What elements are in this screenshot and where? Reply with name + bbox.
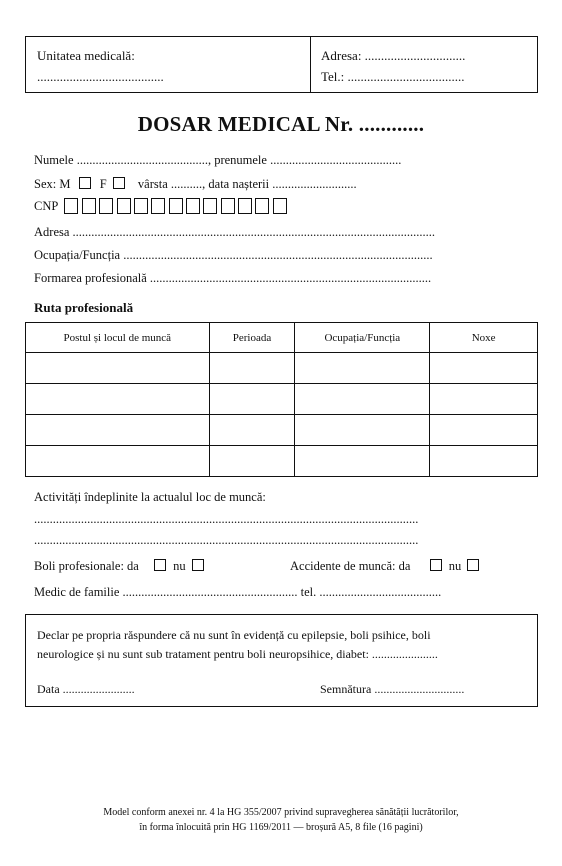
table-row: [26, 415, 538, 446]
diseases-yes-checkbox[interactable]: [154, 559, 166, 571]
route-section-title: Ruta profesională: [34, 300, 134, 315]
table-cell[interactable]: [295, 384, 430, 415]
document-title: DOSAR MEDICAL Nr. ............: [137, 112, 425, 136]
sex-f-label: F: [99, 177, 107, 191]
table-cell[interactable]: [430, 384, 538, 415]
work-accidents-row: [290, 559, 479, 574]
diseases-no-checkbox[interactable]: [192, 559, 204, 571]
cnp-digit-box[interactable]: [99, 198, 113, 214]
cnp-digit-box[interactable]: [255, 198, 269, 214]
declaration-text-1: Declar pe propria răspundere că nu sunt în evidență cu epilepsie, boli psihice, boli: [37, 628, 431, 642]
medical-unit-label: Unitatea medicală:: [37, 48, 135, 63]
table-cell[interactable]: [26, 384, 210, 415]
declaration-date-field[interactable]: Data ........................: [37, 682, 135, 696]
table-cell[interactable]: [430, 446, 538, 477]
table-row: [26, 446, 538, 477]
table-cell[interactable]: [295, 415, 430, 446]
cnp-digit-box[interactable]: [238, 198, 252, 214]
table-cell[interactable]: [26, 415, 210, 446]
col-header-period: Perioada: [209, 323, 295, 353]
table-cell[interactable]: [295, 353, 430, 384]
cnp-label: CNP: [34, 199, 59, 213]
declaration-signature-field[interactable]: Semnătura ..............................: [320, 682, 465, 696]
sex-row: [34, 177, 357, 192]
table-cell[interactable]: [295, 446, 430, 477]
medical-unit-field[interactable]: .......................................: [37, 69, 164, 84]
training-field[interactable]: Formarea profesională ..........................................................................................: [34, 271, 432, 285]
sex-f-checkbox[interactable]: [113, 177, 125, 189]
address-field[interactable]: Adresa ....................................................................................................................: [34, 225, 436, 239]
table-cell[interactable]: [26, 353, 210, 384]
unit-address-field[interactable]: Adresa: ...............................: [321, 48, 466, 63]
table-cell[interactable]: [430, 353, 538, 384]
col-header-hazards: Noxe: [430, 323, 538, 353]
cnp-digit-box[interactable]: [134, 198, 148, 214]
cnp-digit-box[interactable]: [82, 198, 96, 214]
table-cell[interactable]: [209, 415, 295, 446]
cnp-digit-box[interactable]: [203, 198, 217, 214]
sex-label: Sex: M: [34, 177, 71, 191]
name-field[interactable]: Numele .........................................., prenumele ..........................................: [34, 153, 402, 167]
cnp-digit-box[interactable]: [221, 198, 235, 214]
family-doctor-field[interactable]: Medic de familie ........................................................ tel. .......................................: [34, 585, 442, 599]
table-cell[interactable]: [209, 384, 295, 415]
table-row: [26, 353, 538, 384]
header-divider: [310, 36, 311, 93]
diseases-no-label: nu: [173, 559, 186, 573]
cnp-digit-box[interactable]: [151, 198, 165, 214]
activities-label: Activități îndeplinite la actualul loc de muncă:: [34, 490, 266, 504]
cnp-digit-box[interactable]: [273, 198, 287, 214]
table-row: [26, 384, 538, 415]
table-cell[interactable]: [209, 446, 295, 477]
cnp-digit-box[interactable]: [64, 198, 78, 214]
footer-note-1: Model conform anexei nr. 4 la HG 355/2007 privind supravegherea sănătății lucrătorilor,: [103, 807, 459, 818]
table-cell[interactable]: [209, 353, 295, 384]
occupational-diseases-row: [34, 559, 204, 574]
cnp-digit-box[interactable]: [117, 198, 131, 214]
accidents-no-checkbox[interactable]: [467, 559, 479, 571]
col-header-occupation: Ocupația/Funcția: [295, 323, 430, 353]
work-accidents-label: Accidente de muncă: da: [290, 559, 411, 573]
cnp-digit-box[interactable]: [169, 198, 183, 214]
sex-m-checkbox[interactable]: [79, 177, 91, 189]
unit-phone-field[interactable]: Tel.: ....................................: [321, 69, 465, 84]
footer-note-2: în forma înlocuită prin HG 1169/2011 — broșură A5, 8 file (16 pagini): [139, 822, 423, 833]
cnp-digit-box[interactable]: [186, 198, 200, 214]
accidents-yes-checkbox[interactable]: [430, 559, 442, 571]
route-table: [25, 322, 538, 477]
declaration-text-2[interactable]: neurologice și nu sunt sub tratament pentru boli neuropsihice, diabet: ......................: [37, 647, 438, 661]
occupational-diseases-label: Boli profesionale: da: [34, 559, 139, 573]
col-header-position: Postul și locul de muncă: [26, 323, 210, 353]
table-cell[interactable]: [26, 446, 210, 477]
table-cell[interactable]: [430, 415, 538, 446]
route-table-header-row: [26, 323, 538, 353]
occupation-field[interactable]: Ocupația/Funcția ...................................................................................................: [34, 248, 433, 262]
age-birthdate-field[interactable]: vârsta .........., data nașterii ...........................: [137, 177, 357, 191]
accidents-no-label: nu: [448, 559, 462, 573]
activities-line-2[interactable]: ...........................................................................................................................: [34, 533, 419, 547]
activities-line-1[interactable]: ...........................................................................................................................: [34, 512, 419, 526]
